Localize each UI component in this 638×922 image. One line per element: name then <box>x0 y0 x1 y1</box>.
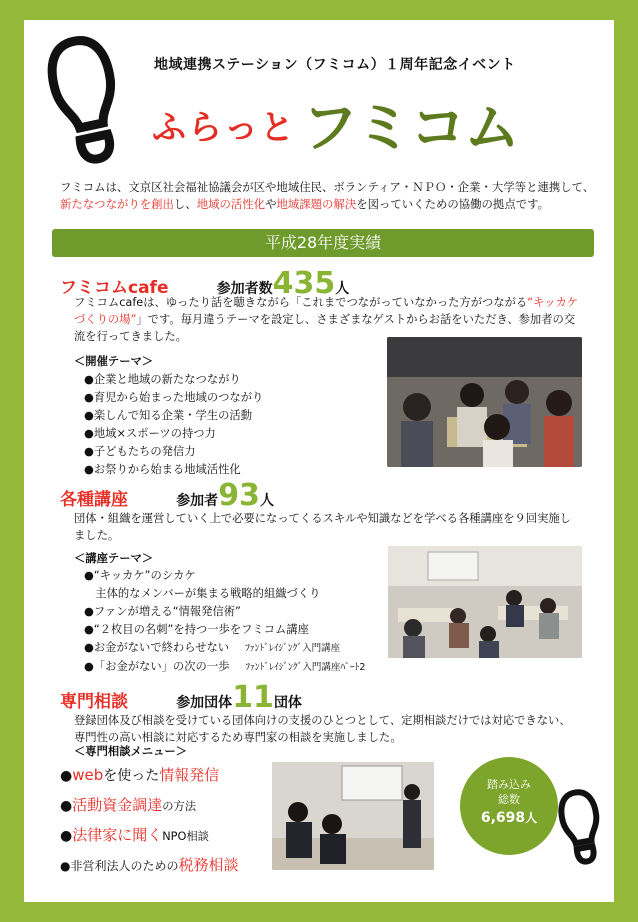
lecture-title: 各種講座 <box>60 490 128 510</box>
cafe-count-label: 参加者数 <box>216 281 273 297</box>
list-item-note: ﾌｧﾝﾄﾞﾚｲｼﾞﾝｸﾞ入門講座 <box>245 643 341 654</box>
cafe-desc-part: フミコムcafeは、ゆったり話を聴きながら「これまでつながっていなかった方がつながる <box>74 296 528 309</box>
list-item-text: の方法 <box>162 800 197 813</box>
list-item-text: ● <box>60 768 73 784</box>
list-item: 主体的なメンバーが集まる戦略的組織づくり <box>84 587 321 600</box>
list-item <box>60 824 239 854</box>
lecture-count-unit: 人 <box>259 493 274 509</box>
footprint-icon <box>36 30 136 170</box>
total-value <box>460 807 558 829</box>
intro-highlight: 新たなつながりを創出 <box>60 197 174 211</box>
cafe-theme-label: ＜開催テーマ＞ <box>74 355 154 368</box>
title-fumicom: フミコム <box>302 96 518 161</box>
list-item-text: を使った <box>103 768 160 784</box>
intro-highlight: 地域の活性化 <box>196 197 266 211</box>
list-item-text: ●お金がないで終わらせない <box>84 641 230 654</box>
cafe-desc-highlight: “キッカケづくりの場” <box>74 296 579 326</box>
list-item <box>60 794 239 824</box>
list-item: ●ファンが増える“情報発信術” <box>84 605 241 618</box>
list-item <box>60 854 239 884</box>
list-item-highlight: web <box>72 766 104 784</box>
intro-highlight: 地域課題の解決 <box>276 197 357 211</box>
list-item: ●育児から始まった地域のつながり <box>84 391 264 404</box>
lecture-description: 団体・組織を運営していく上で必要になってくるスキルや知識などを学べる各種講座を９回実施しました。 <box>74 512 571 542</box>
footprint-small-icon <box>552 788 610 866</box>
consult-count-label: 参加団体 <box>176 695 233 711</box>
consult-menu-label: ＜専門相談メニュー＞ <box>74 745 187 758</box>
list-item-note: ﾌｧﾝﾄﾞﾚｲｼﾞﾝｸﾞ入門講座ﾊﾟｰﾄ2 <box>245 662 366 673</box>
list-item-highlight: 活動資金調達 <box>72 796 163 814</box>
lecture-count-value: 93 <box>218 478 260 513</box>
lecture-theme-list <box>84 567 365 677</box>
consult-photo-image <box>272 762 434 870</box>
intro-part: や <box>265 197 277 211</box>
list-item-highlight: 税務相談 <box>178 856 239 874</box>
consult-description: 登録団体及び相談を受けている団体向けの支援のひとつとして、定期相談だけでは対応できない、専門性の高い相談に対応するため専門家の相談を実施しました。 <box>74 714 571 744</box>
list-item: ●地域×スポーツの持つ力 <box>84 427 216 440</box>
list-item-highlight: 法律家に聞く <box>72 826 163 844</box>
list-item: ●企業と地域の新たなつながり <box>84 373 241 386</box>
lecture-count-label: 参加者 <box>176 493 219 509</box>
consult-count-value: 11 <box>232 680 274 715</box>
list-item: ●お祭りから始まる地域活性化 <box>84 463 241 476</box>
lecture-theme-label: ＜講座テーマ＞ <box>74 552 154 565</box>
list-item-text: ● <box>60 798 73 814</box>
total-value-number: 6,698 <box>480 810 526 826</box>
list-item: ●“キッカケ”のシカケ <box>84 569 196 582</box>
intro-part: し、 <box>173 197 197 211</box>
consult-count-unit: 団体 <box>273 695 302 711</box>
section-banner: 平成28年度実績 <box>52 229 594 257</box>
total-label-1: 踏み込み <box>487 778 531 791</box>
list-item: ●楽しんで知る企業・学生の活動 <box>84 409 253 422</box>
total-label-2: 総数 <box>498 793 520 806</box>
intro-text <box>60 179 600 213</box>
list-item-text: ●非営利法人のための <box>60 859 179 873</box>
total-value-unit: 人 <box>525 811 538 825</box>
list-item <box>84 658 365 677</box>
cafe-photo <box>387 337 582 467</box>
title-furatto: ふらっと <box>152 108 296 148</box>
lecture-photo-image <box>388 546 582 658</box>
list-item: ●“２枚目の名刺”を持つ一歩をフミコム講座 <box>84 623 309 636</box>
event-subtitle: 地域連携ステーション（フミコム）１周年記念イベント <box>154 57 516 73</box>
list-item <box>84 639 365 658</box>
intro-part: フミコムは、文京区社会福祉協議会が区や地域住民、ボランティア・ＮＰＯ・企業・大学等と連携して、 <box>60 180 595 194</box>
cafe-photo-image <box>387 337 582 467</box>
intro-part: を図っていくための協働の拠点です。 <box>356 197 549 211</box>
consult-title: 専門相談 <box>60 692 128 712</box>
consult-header <box>60 680 302 715</box>
list-item-text: NPO相談 <box>162 830 209 843</box>
consult-menu-list <box>60 764 239 884</box>
cafe-count-value: 435 <box>272 266 336 301</box>
list-item: ●子どもたちの発信力 <box>84 445 196 458</box>
cafe-title: フミコムcafe <box>60 278 169 298</box>
lecture-header <box>60 478 274 513</box>
list-item-text: ●「お金がない」の次の一歩 <box>84 660 230 673</box>
list-item-text: ● <box>60 828 73 844</box>
cafe-desc-part: 」です。毎月違うテーマを設定し、さまざまなゲストからお話をいただき、参加者の交流を行ってきました。 <box>74 313 576 343</box>
cafe-theme-list <box>84 371 263 479</box>
list-item-highlight: 情報発信 <box>159 766 220 784</box>
cafe-count-unit: 人 <box>335 281 350 297</box>
total-visitors-badge <box>460 757 558 855</box>
lecture-photo <box>388 546 582 658</box>
list-item <box>60 764 239 794</box>
consult-photo <box>272 762 434 870</box>
